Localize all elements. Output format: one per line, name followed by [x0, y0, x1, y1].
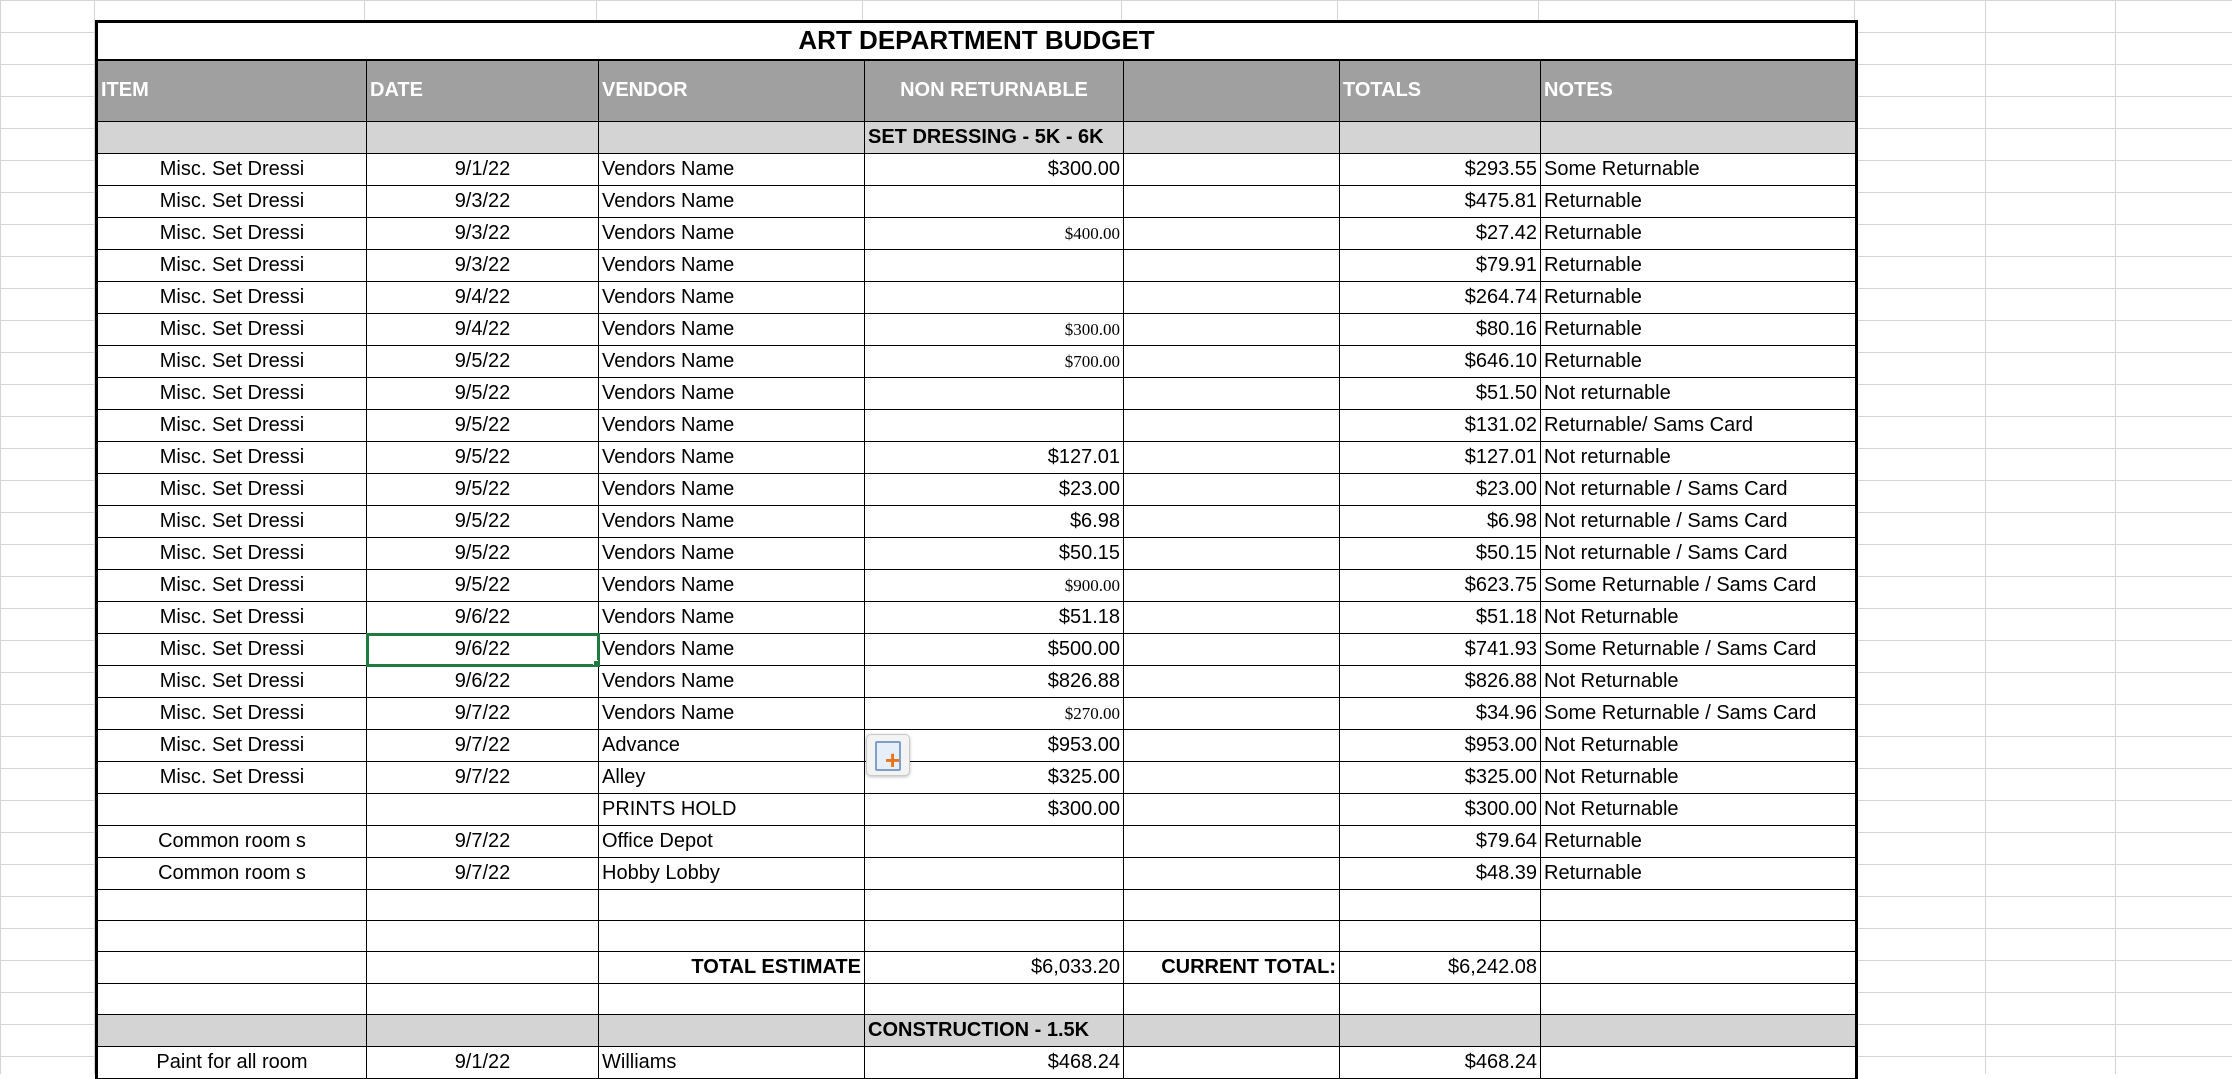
- total-estimate-value[interactable]: $6,033.20: [865, 952, 1124, 984]
- item-cell[interactable]: Misc. Set Dressi: [97, 442, 367, 474]
- total-cell[interactable]: $79.64: [1340, 826, 1541, 858]
- notes-cell[interactable]: Returnable: [1541, 282, 1857, 314]
- cell[interactable]: [367, 890, 599, 921]
- non-returnable-cell[interactable]: $500.00: [865, 634, 1124, 666]
- blank-cell[interactable]: [1124, 410, 1340, 442]
- notes-cell[interactable]: Not returnable / Sams Card: [1541, 506, 1857, 538]
- header-non-returnable[interactable]: NON RETURNABLE: [865, 60, 1124, 122]
- table-row: [97, 474, 1857, 506]
- header-row: [97, 60, 1857, 122]
- cell[interactable]: [1340, 921, 1541, 952]
- item-cell[interactable]: Misc. Set Dressi: [97, 218, 367, 250]
- total-cell[interactable]: $646.10: [1340, 346, 1541, 378]
- total-cell[interactable]: $27.42: [1340, 218, 1541, 250]
- non-returnable-cell[interactable]: [865, 186, 1124, 218]
- date-cell[interactable]: 9/5/22: [367, 410, 599, 442]
- table-row: [97, 314, 1857, 346]
- notes-cell[interactable]: Returnable: [1541, 250, 1857, 282]
- item-cell[interactable]: Common room s: [97, 858, 367, 890]
- blank-cell[interactable]: [1124, 506, 1340, 538]
- item-cell[interactable]: Common room s: [97, 826, 367, 858]
- date-cell[interactable]: 9/5/22: [367, 538, 599, 570]
- blank-cell[interactable]: [1124, 346, 1340, 378]
- cell[interactable]: [1340, 984, 1541, 1015]
- date-cell[interactable]: 9/5/22: [367, 346, 599, 378]
- total-cell[interactable]: $51.50: [1340, 378, 1541, 410]
- item-cell[interactable]: Misc. Set Dressi: [97, 186, 367, 218]
- blank-cell[interactable]: [1124, 730, 1340, 762]
- date-cell[interactable]: 9/5/22: [367, 378, 599, 410]
- cell[interactable]: [1340, 122, 1541, 154]
- header-date[interactable]: DATE: [367, 60, 599, 122]
- notes-cell[interactable]: Some Returnable: [1541, 154, 1857, 186]
- notes-cell[interactable]: Not returnable / Sams Card: [1541, 538, 1857, 570]
- current-total-label[interactable]: CURRENT TOTAL:: [1124, 952, 1340, 984]
- blank-cell[interactable]: [1124, 474, 1340, 506]
- vendor-cell[interactable]: Vendors Name: [599, 154, 865, 186]
- table-row: [97, 506, 1857, 538]
- cell[interactable]: [599, 1015, 865, 1047]
- notes-cell[interactable]: Not Returnable: [1541, 666, 1857, 698]
- total-cell[interactable]: $50.15: [1340, 538, 1541, 570]
- date-cell[interactable]: 9/3/22: [367, 250, 599, 282]
- vendor-cell[interactable]: Advance: [599, 730, 865, 762]
- cell[interactable]: [865, 984, 1124, 1015]
- total-cell[interactable]: $127.01: [1340, 442, 1541, 474]
- non-returnable-cell[interactable]: [865, 858, 1124, 890]
- header-vendor[interactable]: VENDOR: [599, 60, 865, 122]
- non-returnable-cell[interactable]: [865, 826, 1124, 858]
- vendor-cell[interactable]: Vendors Name: [599, 506, 865, 538]
- item-cell[interactable]: Misc. Set Dressi: [97, 698, 367, 730]
- table-row: [97, 602, 1857, 634]
- sheet-title[interactable]: ART DEPARTMENT BUDGET: [97, 22, 1857, 60]
- vendor-cell[interactable]: Office Depot: [599, 826, 865, 858]
- total-cell[interactable]: $623.75: [1340, 570, 1541, 602]
- date-cell[interactable]: 9/7/22: [367, 730, 599, 762]
- blank-cell[interactable]: [1124, 250, 1340, 282]
- date-cell[interactable]: 9/5/22: [367, 474, 599, 506]
- date-cell[interactable]: 9/5/22: [367, 506, 599, 538]
- blank-cell[interactable]: [1124, 794, 1340, 826]
- table-row: [97, 730, 1857, 762]
- cell[interactable]: [1340, 1015, 1541, 1047]
- date-cell[interactable]: 9/6/22: [367, 634, 599, 666]
- item-cell[interactable]: Misc. Set Dressi: [97, 506, 367, 538]
- date-cell[interactable]: 9/7/22: [367, 698, 599, 730]
- table-row: [97, 186, 1857, 218]
- table-row: [97, 762, 1857, 794]
- table-row: [97, 538, 1857, 570]
- cell[interactable]: [1541, 952, 1857, 984]
- cell[interactable]: [1124, 1015, 1340, 1047]
- cell[interactable]: [367, 952, 599, 984]
- vendor-cell[interactable]: Vendors Name: [599, 570, 865, 602]
- item-cell[interactable]: Misc. Set Dressi: [97, 762, 367, 794]
- blank-cell[interactable]: [1124, 186, 1340, 218]
- date-cell[interactable]: 9/1/22: [367, 1047, 599, 1079]
- vendor-cell[interactable]: Vendors Name: [599, 538, 865, 570]
- non-returnable-cell[interactable]: [865, 282, 1124, 314]
- date-cell[interactable]: 9/7/22: [367, 858, 599, 890]
- table-row: [97, 794, 1857, 826]
- table-row: [97, 346, 1857, 378]
- title-row: [97, 22, 1857, 60]
- total-estimate-label[interactable]: TOTAL ESTIMATE: [599, 952, 865, 984]
- vendor-cell[interactable]: Vendors Name: [599, 250, 865, 282]
- vendor-cell[interactable]: Vendors Name: [599, 666, 865, 698]
- date-cell[interactable]: 9/3/22: [367, 186, 599, 218]
- cell[interactable]: [599, 890, 865, 921]
- cell[interactable]: [1340, 890, 1541, 921]
- total-cell[interactable]: $48.39: [1340, 858, 1541, 890]
- non-returnable-cell[interactable]: $700.00: [865, 346, 1124, 378]
- header-notes[interactable]: NOTES: [1541, 60, 1857, 122]
- table-row: [97, 282, 1857, 314]
- vendor-cell[interactable]: Alley: [599, 762, 865, 794]
- notes-cell[interactable]: Returnable: [1541, 826, 1857, 858]
- section-title-construction[interactable]: CONSTRUCTION - 1.5K: [865, 1015, 1124, 1047]
- vendor-cell[interactable]: Vendors Name: [599, 218, 865, 250]
- paste-options-button[interactable]: [866, 734, 910, 776]
- notes-cell[interactable]: Returnable: [1541, 186, 1857, 218]
- table-row: [97, 858, 1857, 890]
- date-cell[interactable]: 9/7/22: [367, 826, 599, 858]
- total-cell[interactable]: $475.81: [1340, 186, 1541, 218]
- summary-row: [97, 952, 1857, 984]
- section-title-set-dressing[interactable]: SET DRESSING - 5K - 6K: [865, 122, 1124, 154]
- table-row: [97, 634, 1857, 666]
- cell[interactable]: [1541, 890, 1857, 921]
- cell[interactable]: [1124, 984, 1340, 1015]
- total-cell[interactable]: $264.74: [1340, 282, 1541, 314]
- table-row: [97, 154, 1857, 186]
- non-returnable-cell[interactable]: $127.01: [865, 442, 1124, 474]
- blank-cell[interactable]: [1124, 762, 1340, 794]
- total-cell[interactable]: $80.16: [1340, 314, 1541, 346]
- item-cell[interactable]: Misc. Set Dressi: [97, 730, 367, 762]
- notes-cell[interactable]: Some Returnable / Sams Card: [1541, 634, 1857, 666]
- non-returnable-cell[interactable]: [865, 410, 1124, 442]
- table-row: [97, 666, 1857, 698]
- plus-icon: +: [885, 745, 901, 775]
- total-cell[interactable]: $826.88: [1340, 666, 1541, 698]
- cell[interactable]: [1124, 890, 1340, 921]
- blank-cell[interactable]: [1124, 314, 1340, 346]
- vendor-cell[interactable]: Vendors Name: [599, 634, 865, 666]
- item-cell[interactable]: Misc. Set Dressi: [97, 474, 367, 506]
- date-cell[interactable]: 9/5/22: [367, 570, 599, 602]
- non-returnable-cell[interactable]: $400.00: [865, 218, 1124, 250]
- total-cell[interactable]: $131.02: [1340, 410, 1541, 442]
- item-cell[interactable]: Misc. Set Dressi: [97, 666, 367, 698]
- notes-cell[interactable]: Not Returnable: [1541, 730, 1857, 762]
- header-blank[interactable]: [1124, 60, 1340, 122]
- blank-cell[interactable]: [1124, 858, 1340, 890]
- cell[interactable]: [97, 890, 367, 921]
- table-row: [97, 826, 1857, 858]
- notes-cell[interactable]: Some Returnable / Sams Card: [1541, 570, 1857, 602]
- header-totals[interactable]: TOTALS: [1340, 60, 1541, 122]
- blank-cell[interactable]: [1124, 154, 1340, 186]
- vendor-cell[interactable]: Vendors Name: [599, 378, 865, 410]
- vendor-cell[interactable]: Vendors Name: [599, 602, 865, 634]
- blank-cell[interactable]: [1124, 282, 1340, 314]
- blank-cell[interactable]: [1124, 698, 1340, 730]
- blank-cell[interactable]: [1124, 218, 1340, 250]
- notes-cell[interactable]: Returnable: [1541, 218, 1857, 250]
- non-returnable-cell[interactable]: $300.00: [865, 314, 1124, 346]
- non-returnable-cell[interactable]: $300.00: [865, 794, 1124, 826]
- vendor-cell[interactable]: Vendors Name: [599, 186, 865, 218]
- date-cell[interactable]: 9/6/22: [367, 666, 599, 698]
- blank-cell[interactable]: [1124, 602, 1340, 634]
- item-cell[interactable]: Paint for all room: [97, 1047, 367, 1079]
- cell[interactable]: [599, 122, 865, 154]
- non-returnable-cell[interactable]: [865, 250, 1124, 282]
- total-cell[interactable]: $468.24: [1340, 1047, 1541, 1079]
- total-cell[interactable]: $34.96: [1340, 698, 1541, 730]
- vendor-cell[interactable]: Vendors Name: [599, 698, 865, 730]
- date-cell[interactable]: 9/5/22: [367, 442, 599, 474]
- non-returnable-cell[interactable]: $468.24: [865, 1047, 1124, 1079]
- table-row: [97, 218, 1857, 250]
- total-cell[interactable]: $79.91: [1340, 250, 1541, 282]
- section-row-set-dressing: [97, 122, 1857, 154]
- vendor-cell[interactable]: Vendors Name: [599, 346, 865, 378]
- item-cell[interactable]: Misc. Set Dressi: [97, 154, 367, 186]
- item-cell[interactable]: Misc. Set Dressi: [97, 602, 367, 634]
- cell[interactable]: [97, 921, 367, 952]
- notes-cell[interactable]: Not returnable: [1541, 378, 1857, 410]
- blank-cell[interactable]: [1124, 570, 1340, 602]
- cell[interactable]: [865, 890, 1124, 921]
- cell[interactable]: [367, 122, 599, 154]
- cell[interactable]: [1124, 921, 1340, 952]
- cell[interactable]: [1541, 984, 1857, 1015]
- table-row: [97, 378, 1857, 410]
- blank-cell[interactable]: [1124, 538, 1340, 570]
- table-row: [97, 442, 1857, 474]
- table-row: [97, 698, 1857, 730]
- non-returnable-cell[interactable]: $50.15: [865, 538, 1124, 570]
- item-cell[interactable]: Misc. Set Dressi: [97, 634, 367, 666]
- notes-cell[interactable]: Not Returnable: [1541, 762, 1857, 794]
- date-cell[interactable]: 9/1/22: [367, 154, 599, 186]
- item-cell[interactable]: Misc. Set Dressi: [97, 378, 367, 410]
- item-cell[interactable]: Misc. Set Dressi: [97, 282, 367, 314]
- non-returnable-cell[interactable]: $900.00: [865, 570, 1124, 602]
- date-cell[interactable]: 9/7/22: [367, 762, 599, 794]
- vendor-cell[interactable]: Vendors Name: [599, 410, 865, 442]
- cell[interactable]: [1541, 921, 1857, 952]
- non-returnable-cell[interactable]: $6.98: [865, 506, 1124, 538]
- item-cell[interactable]: Misc. Set Dressi: [97, 538, 367, 570]
- notes-cell[interactable]: Returnable: [1541, 314, 1857, 346]
- date-cell[interactable]: 9/3/22: [367, 218, 599, 250]
- non-returnable-cell[interactable]: $23.00: [865, 474, 1124, 506]
- cell[interactable]: [1541, 122, 1857, 154]
- fill-handle[interactable]: [593, 660, 599, 666]
- cell[interactable]: [367, 984, 599, 1015]
- non-returnable-cell[interactable]: $300.00: [865, 154, 1124, 186]
- total-cell[interactable]: $741.93: [1340, 634, 1541, 666]
- vendor-cell[interactable]: Vendors Name: [599, 474, 865, 506]
- empty-row: [97, 984, 1857, 1015]
- header-item[interactable]: ITEM: [97, 60, 367, 122]
- total-cell[interactable]: $325.00: [1340, 762, 1541, 794]
- date-cell[interactable]: 9/4/22: [367, 314, 599, 346]
- item-cell[interactable]: Misc. Set Dressi: [97, 570, 367, 602]
- notes-cell[interactable]: Returnable/ Sams Card: [1541, 410, 1857, 442]
- total-cell[interactable]: $51.18: [1340, 602, 1541, 634]
- cell[interactable]: [1124, 122, 1340, 154]
- total-cell[interactable]: $6.98: [1340, 506, 1541, 538]
- notes-cell[interactable]: Not Returnable: [1541, 794, 1857, 826]
- cell[interactable]: [599, 921, 865, 952]
- notes-cell[interactable]: Some Returnable / Sams Card: [1541, 698, 1857, 730]
- current-total-value[interactable]: $6,242.08: [1340, 952, 1541, 984]
- vendor-cell[interactable]: Vendors Name: [599, 442, 865, 474]
- notes-cell[interactable]: Not Returnable: [1541, 602, 1857, 634]
- non-returnable-cell[interactable]: $953.00: [865, 730, 1124, 762]
- notes-cell[interactable]: Returnable: [1541, 346, 1857, 378]
- notes-cell[interactable]: Not returnable: [1541, 442, 1857, 474]
- total-cell[interactable]: $300.00: [1340, 794, 1541, 826]
- non-returnable-cell[interactable]: [865, 378, 1124, 410]
- total-cell[interactable]: $293.55: [1340, 154, 1541, 186]
- non-returnable-cell[interactable]: $51.18: [865, 602, 1124, 634]
- item-cell[interactable]: [97, 794, 367, 826]
- vendor-cell[interactable]: Hobby Lobby: [599, 858, 865, 890]
- section-row-construction: [97, 1015, 1857, 1047]
- non-returnable-cell[interactable]: $826.88: [865, 666, 1124, 698]
- cell[interactable]: [367, 921, 599, 952]
- cell[interactable]: [97, 984, 367, 1015]
- cell[interactable]: [599, 984, 865, 1015]
- vendor-cell[interactable]: Vendors Name: [599, 282, 865, 314]
- non-returnable-cell[interactable]: $325.00: [865, 762, 1124, 794]
- empty-row: [97, 890, 1857, 921]
- date-cell[interactable]: 9/6/22: [367, 602, 599, 634]
- item-cell[interactable]: Misc. Set Dressi: [97, 410, 367, 442]
- vendor-cell[interactable]: Vendors Name: [599, 314, 865, 346]
- cell[interactable]: [97, 952, 367, 984]
- cell[interactable]: [865, 921, 1124, 952]
- cell[interactable]: [97, 1015, 367, 1047]
- notes-cell[interactable]: Not returnable / Sams Card: [1541, 474, 1857, 506]
- item-cell[interactable]: Misc. Set Dressi: [97, 346, 367, 378]
- total-cell[interactable]: $23.00: [1340, 474, 1541, 506]
- total-cell[interactable]: $953.00: [1340, 730, 1541, 762]
- blank-cell[interactable]: [1124, 826, 1340, 858]
- blank-cell[interactable]: [1124, 378, 1340, 410]
- notes-cell[interactable]: Returnable: [1541, 858, 1857, 890]
- table-row: [97, 410, 1857, 442]
- cell[interactable]: [97, 122, 367, 154]
- empty-row: [97, 921, 1857, 952]
- vendor-cell[interactable]: Williams: [599, 1047, 865, 1079]
- budget-sheet: [95, 20, 1858, 1079]
- item-cell[interactable]: Misc. Set Dressi: [97, 314, 367, 346]
- blank-cell[interactable]: [1124, 666, 1340, 698]
- blank-cell[interactable]: [1124, 634, 1340, 666]
- cell[interactable]: [1541, 1015, 1857, 1047]
- vendor-cell[interactable]: PRINTS HOLD: [599, 794, 865, 826]
- cell[interactable]: [367, 1015, 599, 1047]
- table-row: [97, 570, 1857, 602]
- date-cell[interactable]: 9/4/22: [367, 282, 599, 314]
- item-cell[interactable]: Misc. Set Dressi: [97, 250, 367, 282]
- blank-cell[interactable]: [1124, 442, 1340, 474]
- date-cell[interactable]: [367, 794, 599, 826]
- non-returnable-cell[interactable]: $270.00: [865, 698, 1124, 730]
- table-row: [97, 250, 1857, 282]
